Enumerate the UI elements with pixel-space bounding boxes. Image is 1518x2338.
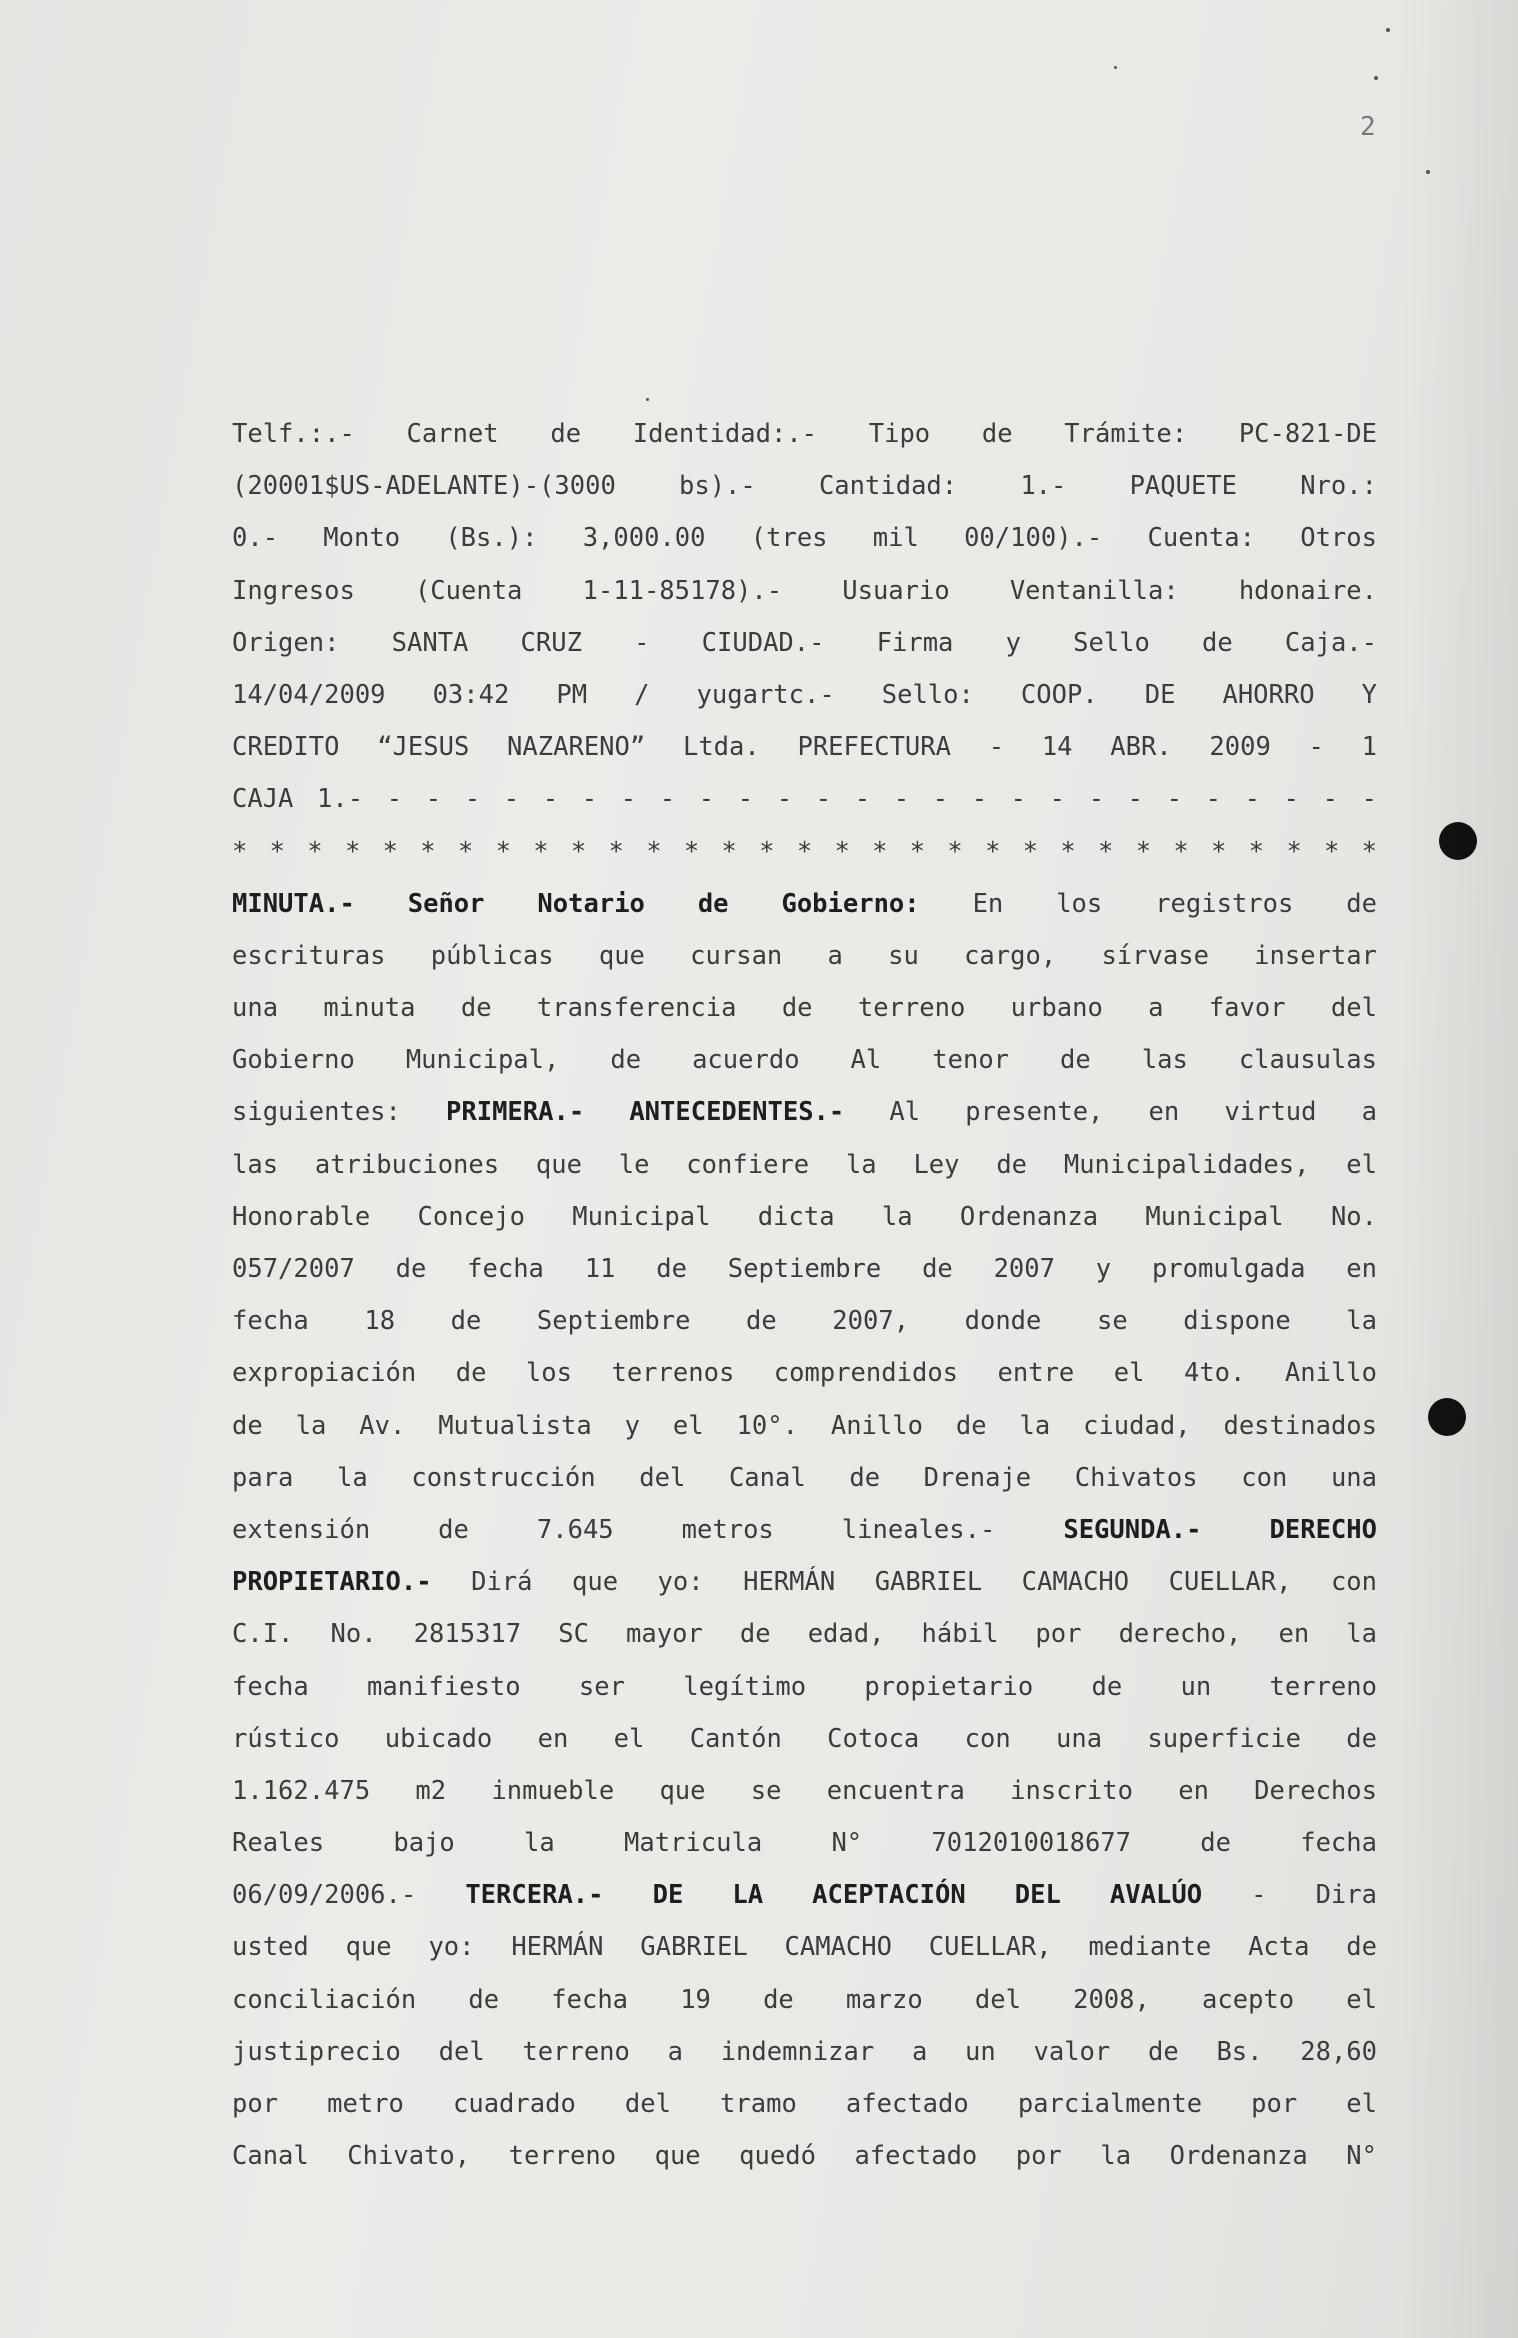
body-text: 14/04/2009 03:42 PM / yugartc.- Sello: COOP. DE AHORRO Y [232,679,1377,710]
page-number: 2 [1360,112,1376,142]
body-text: usted que yo: HERMÁN GABRIEL CAMACHO CUELLAR, mediante Acta de [232,1932,1377,1963]
body-text: escrituras públicas que cursan a su cargo, sírvase insertar [232,940,1377,971]
body-text: * * * * * * * * * * * * * * * * * * * * * * * * * * * * * * * [232,836,1377,867]
body-text: 1.162.475 m2 inmueble que se encuentra inscrito en Derechos [232,1775,1377,1806]
paper-speck [1386,28,1390,32]
text-line [232,2026,1377,2078]
text-line [232,565,1377,617]
paper-speck [1114,66,1117,69]
text-line [232,1295,1377,1347]
body-text: Origen: SANTA CRUZ - CIUDAD.- Firma y Sello de Caja.- [232,627,1377,658]
text-line [232,1347,1377,1399]
bold-heading-text: TERCERA.- DE LA ACEPTACIÓN DEL AVALÚO [465,1880,1203,1911]
text-line [232,1400,1377,1452]
body-text: Reales bajo la Matricula N° 7012010018677 de fecha [232,1828,1377,1859]
text-line [232,878,1377,930]
text-line [232,1765,1377,1817]
text-line [232,669,1377,721]
text-line [232,1556,1377,1608]
body-text: siguientes: [232,1097,447,1128]
body-text: CREDITO “JESUS NAZARENO” Ltda. PREFECTURA - 14 ABR. 2009 - 1 [232,732,1377,763]
text-line [232,1452,1377,1504]
body-text: expropiación de los terrenos comprendidos entre el 4to. Anillo [232,1358,1377,1389]
text-line [232,617,1377,669]
body-text: CAJA 1.- - - - - - - - - - - - - - - - - - - - - - - - - - - [232,784,1377,815]
body-text: conciliación de fecha 19 de marzo del 2008, acepto el [232,1984,1377,2015]
text-line [232,1974,1377,2026]
body-text: 057/2007 de fecha 11 de Septiembre de 2007 y promulgada en [232,1254,1377,1284]
text-line [232,1139,1377,1191]
body-text: - Dira [1202,1880,1377,1911]
text-line [232,1034,1377,1086]
body-text: para la construcción del Canal de Drenaje Chivatos con una [232,1462,1377,1493]
text-line [232,773,1377,825]
text-line [232,1086,1377,1138]
body-text: una minuta de transferencia de terreno urbano a favor del [232,993,1377,1024]
body-text: fecha 18 de Septiembre de 2007, donde se dispone la [232,1306,1377,1337]
bold-heading-text: PROPIETARIO.- [232,1567,432,1598]
body-text: 06/09/2006.- [232,1880,466,1911]
body-text: fecha manifiesto ser legítimo propietario de un terreno [232,1671,1377,1702]
text-line [232,1817,1377,1869]
text-line [232,1713,1377,1765]
text-line [232,1191,1377,1243]
body-text: justiprecio del terreno a indemnizar a un valor de Bs. 28,60 [232,2036,1377,2067]
body-text: C.I. No. 2815317 SC mayor de edad, hábil por derecho, en la [232,1619,1377,1650]
text-line [232,1608,1377,1660]
body-text: Ingresos (Cuenta 1-11-85178).- Usuario Ventanilla: hdonaire. [232,575,1377,606]
bold-heading-text: SEGUNDA.- DERECHO [1063,1514,1377,1545]
bold-heading-text: MINUTA.- Señor Notario de Gobierno: [232,888,920,919]
paper-speck [1426,170,1430,174]
body-text: rústico ubicado en el Cantón Cotoca con una superficie de [232,1723,1377,1754]
body-text: por metro cuadrado del tramo afectado parcialmente por el [232,2089,1377,2119]
body-text: (20001$US-ADELANTE)-(3000 bs).- Cantidad: 1.- PAQUETE Nro.: [232,471,1377,502]
body-text: Al presente, en virtud a [844,1097,1377,1128]
text-line [232,721,1377,773]
body-text: En los registros de [919,888,1377,919]
text-line [232,1243,1377,1295]
body-text: Dirá que yo: HERMÁN GABRIEL CAMACHO CUELLAR, con [431,1567,1377,1598]
bold-heading-text: PRIMERA.- ANTECEDENTES.- [446,1097,845,1128]
punch-hole [1428,1398,1466,1436]
text-line [232,512,1377,564]
text-line [232,1869,1377,1921]
body-text: 0.- Monto (Bs.): 3,000.00 (tres mil 00/100).- Cuenta: Otros [232,523,1377,554]
body-text: Gobierno Municipal, de acuerdo Al tenor de las clausulas [232,1045,1377,1076]
text-line [232,1921,1377,1973]
paper-speck [1374,76,1378,80]
body-text: Honorable Concejo Municipal dicta la Ordenanza Municipal No. [232,1201,1377,1232]
text-line [232,460,1377,512]
body-text: de la Av. Mutualista y el 10°. Anillo de la ciudad, destinados [232,1410,1377,1441]
text-line [232,1504,1377,1556]
text-line [232,930,1377,982]
body-text: Canal Chivato, terreno que quedó afectado por la Ordenanza N° [232,2141,1377,2172]
paper-speck [646,398,649,401]
punch-hole [1439,822,1477,860]
text-line [232,982,1377,1034]
text-line [232,826,1377,878]
body-text: extensión de 7.645 metros lineales.- [232,1514,1064,1545]
text-line [232,2130,1377,2182]
text-line [232,408,1377,460]
body-text: Telf.:.- Carnet de Identidad:.- Tipo de Trámite: PC-821-DE [232,419,1377,449]
document-body [232,408,1377,2182]
text-line [232,2078,1377,2130]
body-text: las atribuciones que le confiere la Ley de Municipalidades, el [232,1149,1377,1180]
text-line [232,1661,1377,1713]
